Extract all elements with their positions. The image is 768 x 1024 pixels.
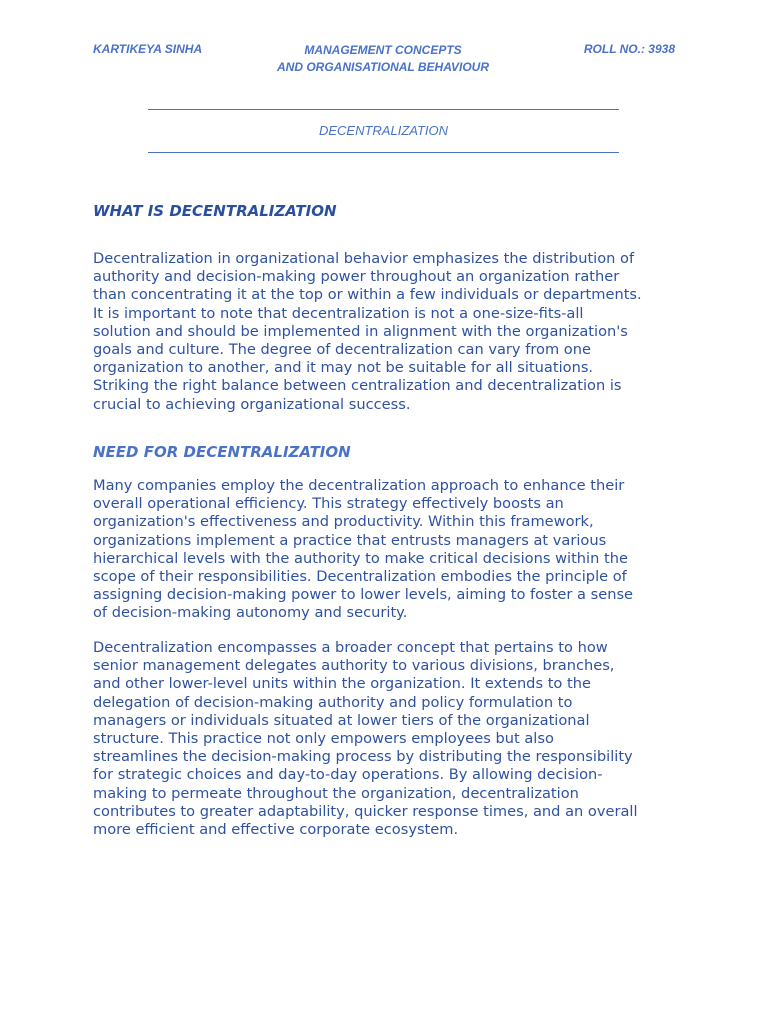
course-title-line-2: AND ORGANISATIONAL BEHAVIOUR: [276, 60, 489, 74]
text-line: Many companies employ the decentralization approach to enhance their: [93, 477, 625, 494]
text-line: Decentralization in organizational behavior emphasizes the distribution of: [93, 250, 635, 267]
paragraph-need-for-2: [93, 639, 683, 839]
text-line: authority and decision-making power throughout an organization rather: [93, 268, 620, 286]
text-line: organization to another, and it may not be suitable for all situations.: [93, 359, 594, 377]
text-line: hierarchical levels with the authority to make critical decisions within the: [93, 549, 628, 567]
text-line: solution and should be implemented in alignment with the organization's: [93, 322, 628, 340]
section-heading-need-for: NEED FOR DECENTRALIZATION: [93, 443, 351, 461]
text-line: It is important to note that decentralization is not a one-size-fits-all: [93, 304, 584, 322]
bottom-divider: [148, 152, 619, 153]
text-line: senior management delegates authority to various divisions, branches,: [93, 657, 615, 675]
text-line: making to permeate throughout the organization, decentralization: [93, 784, 579, 802]
section-heading-what-is: WHAT IS DECENTRALIZATION: [93, 202, 337, 220]
page-header: [93, 42, 675, 82]
author-name: KARTIKEYA SINHA: [93, 42, 203, 56]
text-line: assigning decision-making power to lower levels, aiming to foster a sense: [93, 586, 634, 604]
text-line: organizations implement a practice that entrusts managers at various: [93, 531, 607, 549]
text-line: and other lower-level units within the organization. It extends to the: [93, 675, 591, 693]
text-line: streamlines the decision-making process by distributing the responsibility: [93, 748, 633, 766]
course-title-line-1: MANAGEMENT CONCEPTS: [304, 43, 462, 57]
text-line: delegation of decision-making authority and policy formulation to: [93, 693, 573, 711]
course-title: [243, 42, 523, 76]
document-topic: DECENTRALIZATION: [318, 123, 449, 138]
text-line: more efficient and effective corporate ecosystem.: [93, 821, 459, 839]
text-line: for strategic choices and day-to-day operations. By allowing decision-: [93, 766, 603, 784]
text-line: of decision-making autonomy and security.: [93, 604, 408, 622]
text-line: Striking the right balance between centralization and decentralization is: [93, 377, 622, 395]
roll-number: ROLL NO.: 3938: [583, 42, 675, 56]
text-line: than concentrating it at the top or within a few individuals or departments.: [93, 286, 642, 304]
text-line: structure. This practice not only empowers employees but also: [93, 730, 554, 748]
top-divider: [148, 109, 619, 110]
text-line: managers or individuals situated at lower tiers of the organizational: [93, 711, 590, 729]
text-line: goals and culture. The degree of decentralization can vary from one: [93, 341, 591, 359]
paragraph-need-for-1: [93, 477, 683, 623]
text-line: Decentralization encompasses a broader concept that pertains to how: [93, 639, 608, 656]
text-line: crucial to achieving organizational success.: [93, 395, 411, 413]
text-line: contributes to greater adaptability, quicker response times, and an overall: [93, 802, 638, 820]
text-line: organization's effectiveness and productivity. Within this framework,: [93, 513, 594, 531]
paragraph-what-is: [93, 250, 683, 414]
text-line: overall operational efficiency. This strategy effectively boosts an: [93, 495, 564, 513]
text-line: scope of their responsibilities. Decentralization embodies the principle of: [93, 568, 627, 586]
